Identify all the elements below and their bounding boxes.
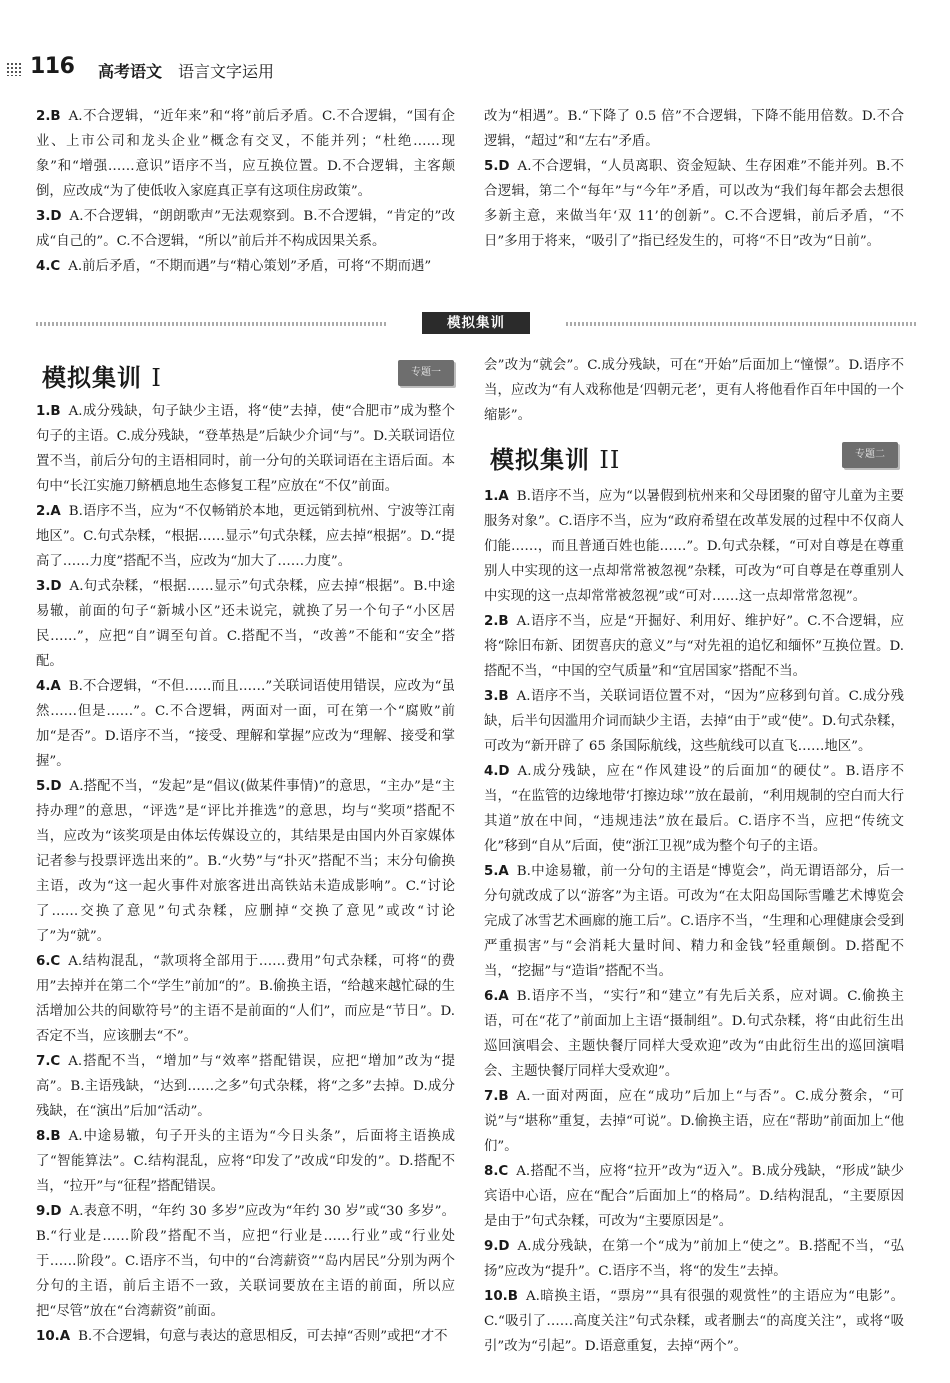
answer-item: [484, 984, 904, 1084]
answer-item: [36, 1049, 455, 1124]
answer-item: [36, 574, 455, 674]
preface-text: 会”改为“就会”。C.成分残缺，可在“开始”后面加上“憧憬”。D.语序不当，应改为“有人戏称他是‘四朝元老’，更有人将他看作百年中国的一个缩影”。: [484, 358, 904, 423]
header-dots-icon: [6, 62, 22, 76]
answer-number: 10.A: [36, 1329, 71, 1344]
answer-text: A.语序不当，应是“开掘好、利用好、维护好”。C.不合逻辑，应将“除旧布新、团贺喜庆的意义”与“对先祖的追忆和缅怀”互换位置。D.搭配不当，“中国的空气质量”和“宜居国家”搭配不当。: [484, 614, 904, 679]
answer-number: 4.A: [36, 679, 61, 694]
answer-number: 4.C: [36, 259, 61, 274]
section-title: 语言文字运用: [178, 62, 275, 81]
answer-text: A.搭配不当，应将“拉开”改为“迈入”。B.成分残缺，“形成”缺少宾语中心语，应在“配合”后面加上“的格局”。D.结构混乱，“主要原因是由于”句式杂糅，可改为“主要原因是”。: [484, 1164, 904, 1229]
answer-number: 10.B: [484, 1289, 518, 1304]
answer-text: B.语序不当，应为“不仅畅销於本地，更远销到杭州、宁波等江南地区”。C.句式杂糅，“根据……显示”句式杂糅，应去掉“根据”。D.“提高了……力度”搭配不当，应改为“加大了……力度”。: [36, 504, 455, 569]
answer-item: [484, 759, 904, 859]
answer-item: [484, 104, 904, 154]
answer-text: A.不合逻辑，“近年来”和“将”前后矛盾。C.不合逻辑，“国有企业、上市公司和龙头企业”概念有交叉，不能并列；“杜绝……现象”和“增强……意识”语序不当，应互换位置。D.不合逻辑，主客颠倒，应改成“为了使低收入家庭真正享有这项住房政策”。: [36, 109, 455, 199]
answer-text: A.搭配不当，“增加”与“效率”搭配错误，应把“增加”改为“提高”。B.主语残缺，“达到……之多”句式杂糅，将“之多”去掉。D.成分残缺，在“演出”后加“活动”。: [36, 1054, 455, 1119]
answer-text: B.不合逻辑，“不但……而且……”关联词语使用错误，应改为“虽然……但是……”。C.不合逻辑，两面对一面，可在第一个“腐败”前加“是否”。D.语序不当，“接受、理解和掌握”应改为“理解、接受和掌握”。: [36, 679, 455, 769]
answer-text: A.搭配不当，“发起”是“倡议(做某件事情)”的意思，“主办”是“主持办理”的意思，“评选”是“评比并推选”的意思，均与“奖项”搭配不当，应改为“该奖项是由体坛传媒设立的，其结果是由国内外百家媒体记者参与投票评选出来的”。B.“火势”与“扑灭”搭配不当；末分句偷换主语，改为“这一起火事件对旅客进出高铁站未造成影响”。C.“讨论了……交换了意见”句式杂糅，应删掉“交换了意见”或改“讨论了”为“就”。: [36, 779, 455, 944]
answer-text: A.中途易辙，句子开头的主语为“今日头条”，后面将主语换成了“智能算法”。C.结构混乱，应将“印发了”改成“印发的”。D.搭配不当，“拉开”与“征程”搭配错误。: [36, 1129, 455, 1194]
banner-divider: [566, 322, 916, 326]
answer-text: B.不合逻辑，句意与表达的意思相反，可去掉“否则”或把“才不: [78, 1329, 448, 1344]
answer-number: 7.B: [484, 1089, 509, 1104]
answer-number: 9.D: [36, 1204, 62, 1219]
set2-title-text: 模拟集训: [490, 446, 590, 474]
book-title: 高考语文: [98, 62, 163, 81]
answer-item: [484, 1159, 904, 1234]
answer-text: B.语序不当，“实行”和“建立”有先后关系，应对调。C.偷换主语，可在“花了”前面加上主语“摄制组”。D.句式杂糅，将“由此衍生出巡回演唱会、主题快餐厅同样大受欢迎”改为“由此衍生出的巡回演唱会、主题快餐厅同样大受欢迎”。: [484, 989, 904, 1079]
answer-number: 3.B: [484, 689, 509, 704]
answer-number: 2.A: [36, 504, 61, 519]
answer-number: 5.A: [484, 864, 509, 879]
page-header: [0, 48, 950, 88]
answer-item: [484, 484, 904, 609]
set2-preface: [484, 353, 904, 428]
answer-number: 8.C: [484, 1164, 509, 1179]
answer-number: 8.B: [36, 1129, 61, 1144]
answer-number: 5.D: [484, 159, 510, 174]
set2-answers: [484, 484, 904, 1359]
answer-item: [36, 1324, 455, 1349]
answer-number: 6.A: [484, 989, 509, 1004]
banner-label: 模拟集训: [422, 312, 530, 334]
answer-text: B.语序不当，应为“以暑假到杭州来和父母团聚的留守儿童为主要服务对象”。C.语序不当，应为“政府希望在改革发展的过程中不仅商人们能……，而且普通百姓也能……”。D.句式杂糅，“可对自尊是在尊重别人中实现的这一点却常常被忽视”杂糅，可改为“可自尊是在尊重别人中实现的这一点却常常被忽视”或“可对……这一点却常常忽视”。: [484, 489, 904, 604]
set1-title-text: 模拟集训: [42, 364, 142, 392]
answer-item: [36, 774, 455, 949]
answer-number: 6.C: [36, 954, 61, 969]
section-banner: [36, 312, 916, 334]
set2-roman: II: [599, 446, 621, 474]
answer-text: A.不合逻辑，“人员离职、资金短缺、生存困难”不能并列。B.不合逻辑，第二个“每年”与“今年”矛盾，可以改为“我们每年都会去想很多新主意，来做当年‘双 11’的创新”。C.不合逻辑，前后矛盾，“不日”多用于将来，“吸引了”指已经发生的，可将“不日”改为“日前”。: [484, 159, 904, 249]
answer-number: 1.A: [484, 489, 509, 504]
set1-answers: [36, 399, 455, 1349]
answer-text: A.成分残缺，应在“作风建设”的后面加“的硬仗”。B.语序不当，“在监管的边缘地带‘打擦边球’”放在最前，“利用规制的空白而大行其道”放在中间，“违规违法”放在最后。C.语序不当，应把“传统文化”移到“自从”后面，使“浙江卫视”成为整个句子的主语。: [484, 764, 904, 854]
answer-item: [36, 204, 455, 254]
answer-item: [484, 1284, 904, 1359]
answer-number: 2.B: [36, 109, 61, 124]
answer-number: 2.B: [484, 614, 509, 629]
answer-text: A.语序不当，关联词语位置不对，“因为”应移到句首。C.成分残缺，后半句因滥用介词而缺少主语，去掉“由于”或“使”。D.句式杂糅，可改为“新开辟了 65 条国际航线，这些航线可以直飞……地区”。: [484, 689, 904, 754]
answer-number: 3.D: [36, 209, 62, 224]
answer-number: 3.D: [36, 579, 62, 594]
answer-number: 9.D: [484, 1239, 510, 1254]
set2-title: [490, 440, 620, 475]
answer-number: 5.D: [36, 779, 62, 794]
top-right-column: [484, 104, 904, 254]
answer-number: 7.C: [36, 1054, 61, 1069]
answer-item: [36, 499, 455, 574]
set1-title: [42, 358, 162, 393]
set1-badge: 专题一: [398, 360, 454, 386]
answer-text: A.不合逻辑，“朗朗歌声”无法观察到。B.不合逻辑，“肯定的”改成“自己的”。C.不合逻辑，“所以”前后并不构成因果关系。: [36, 209, 455, 249]
answer-item: [484, 154, 904, 254]
answer-text: A.一面对两面，应在“成功”后加上“与否”。C.成分赘余，“可说”与“堪称”重复，去掉“可说”。D.偷换主语，应在“帮助”前面加上“他们”。: [484, 1089, 904, 1154]
answer-text: A.前后矛盾，“不期而遇”与“精心策划”矛盾，可将“不期而遇”: [68, 259, 432, 274]
answer-item: [36, 399, 455, 499]
answer-item: [36, 254, 455, 279]
answer-text: A.结构混乱，“款项将全部用于……费用”句式杂糅，可将“的费用”去掉并在第二个“学生”前加“的”。B.偷换主语，“给越来越忙碌的生活增加公共的间歇符号”的主语不是前面的“人们”，而应是“节日”。D.否定不当，应该删去“不”。: [36, 954, 455, 1044]
answer-item: [36, 949, 455, 1049]
banner-divider: [36, 322, 386, 326]
answer-text: A.成分残缺，句子缺少主语，将“使”去掉，使“合肥市”成为整个句子的主语。C.成分残缺，“登革热是”后缺少介词“与”。D.关联词语位置不当，前后分句的主语相同时，前一分句的关联词语在主语后面。本句中“长江实施刀鲚栖息地生态修复工程”应放在“不仅”前面。: [36, 404, 455, 494]
answer-item: [484, 609, 904, 684]
answer-item: [484, 859, 904, 984]
answer-text: A.暗换主语，“票房”“具有很强的观赏性”的主语应为“电影”。C.“吸引了……高度关注”句式杂糅，或者删去“的高度关注”，或将“吸引”改为“引起”。D.语意重复，去掉“两个”。: [484, 1289, 904, 1354]
answer-text: A.表意不明，“年约 30 多岁”应改为“年约 30 岁”或“30 多岁”。B.“行业是……阶段”搭配不当，应把“行业是……行业”或“行业处于……阶段”。C.语序不当，句中的“台湾薪资”“岛内居民”分别为两个分句的主语，前后主语不一致，关联词要放在主语的前面，所以应把“尽管”放在“台湾薪资”前面。: [36, 1204, 455, 1319]
top-left-column: [36, 104, 455, 279]
answer-number: 4.D: [484, 764, 510, 779]
answer-item: [36, 674, 455, 774]
answer-item: [36, 1199, 455, 1324]
answer-text: A.句式杂糅，“根据……显示”句式杂糅，应去掉“根据”。B.中途易辙，前面的句子“新城小区”还未说完，就换了另一个句子“小区居民……”，应把“自”调至句首。C.搭配不当，“改善”不能和“安全”搭配。: [36, 579, 455, 669]
set1-roman: I: [151, 364, 162, 392]
answer-item: [36, 1124, 455, 1199]
set2-badge: 专题二: [842, 442, 898, 468]
answer-text: 改为“相遇”。B.“下降了 0.5 倍”不合逻辑，下降不能用倍数。D.不合逻辑，“超过”和“左右”矛盾。: [484, 109, 904, 149]
answer-text: B.中途易辙，前一分句的主语是“博览会”，尚无谓语部分，后一分句就改成了以“游客”为主语。可改为“在太阳岛国际雪雕艺术博览会完成了冰雪艺术画廊的施工后”。C.语序不当，“生理和心理健康会受到严重损害”与“会消耗大量时间、精力和金钱”轻重颠倒。D.搭配不当，“挖掘”与“造诣”搭配不当。: [484, 864, 904, 979]
answer-number: 1.B: [36, 404, 61, 419]
answer-item: [484, 1084, 904, 1159]
answer-text: A.成分残缺，在第一个“成为”前加上“使之”。B.搭配不当，“弘扬”应改为“提升”。C.语序不当，将“的发生”去掉。: [484, 1239, 904, 1279]
answer-item: [36, 104, 455, 204]
answer-item: [484, 684, 904, 759]
page-number: 116: [30, 54, 75, 79]
answer-item: [484, 1234, 904, 1284]
